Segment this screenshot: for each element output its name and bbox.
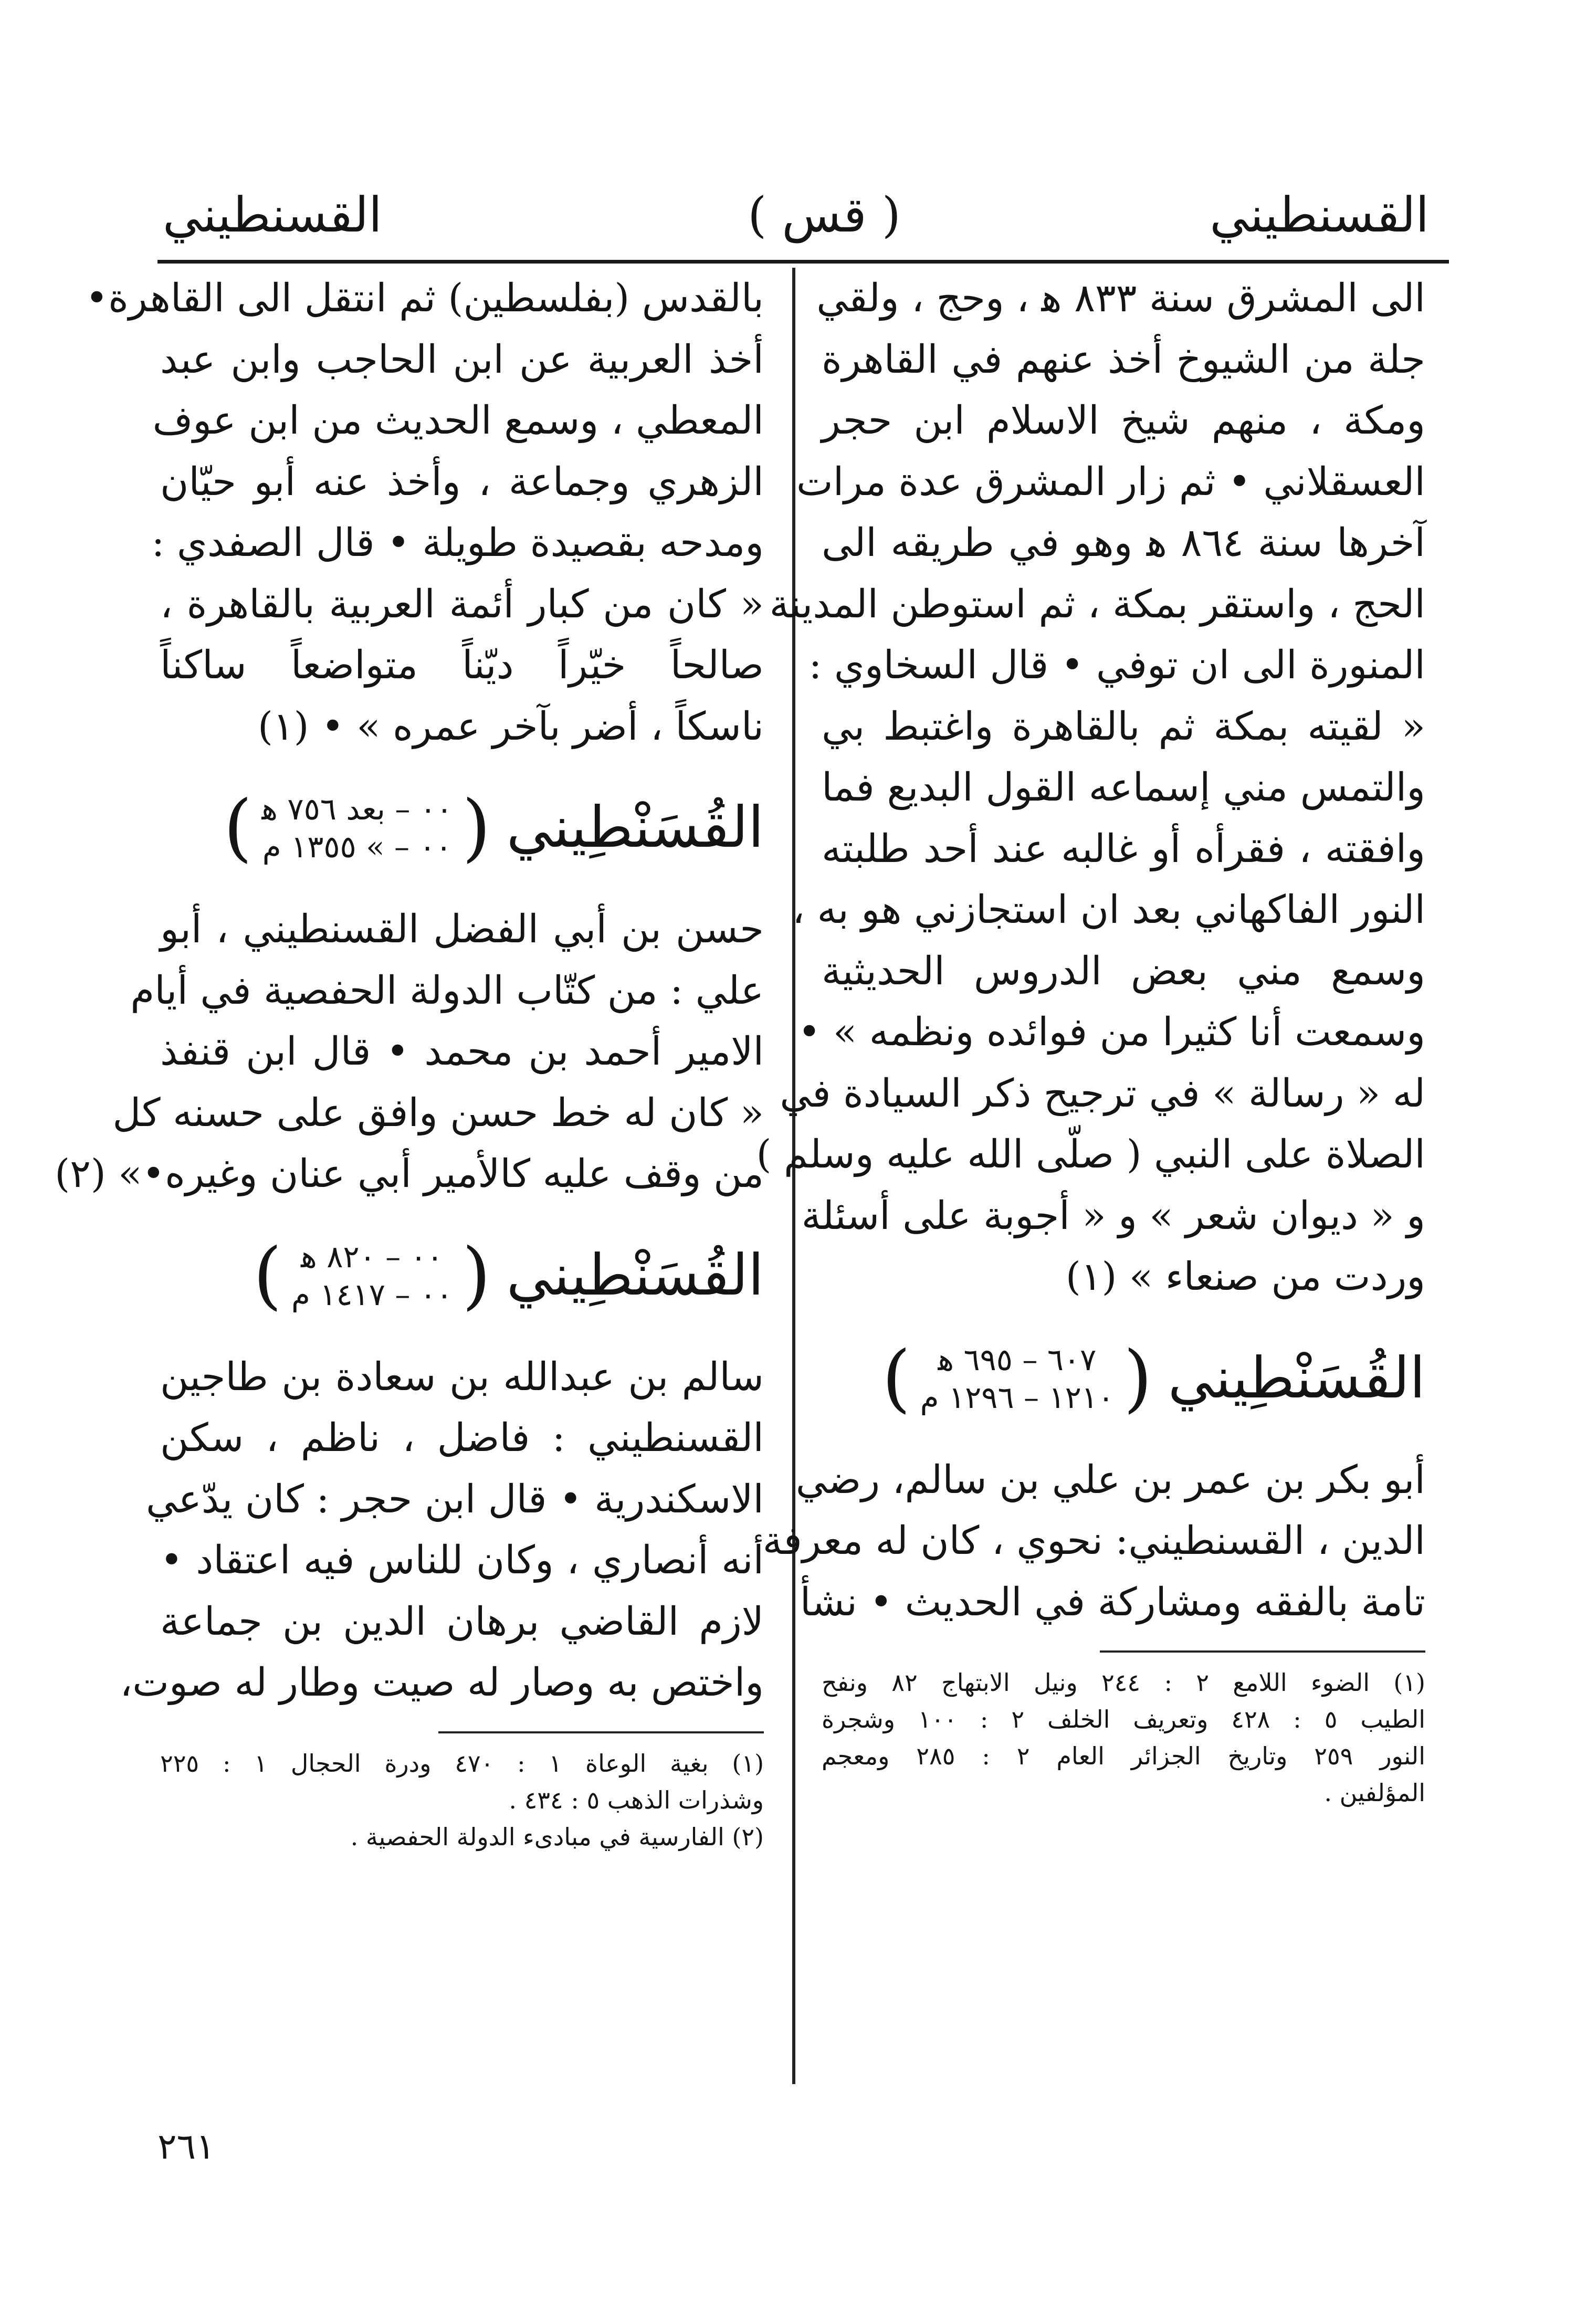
- text-line: له « رسالة » في ترجيح ذكر السيادة في: [780, 1070, 1425, 1116]
- date-hijri: ٦٠٧ – ٦٩٥ ﻫ: [938, 1341, 1097, 1377]
- text-line: صالحاً خيّراً ديّناً متواضعاً ساكناً: [160, 643, 764, 688]
- text-line: وردت من صنعاء » (١): [1065, 1254, 1425, 1299]
- text-line: أنه أنصاري ، وكان للناس فيه اعتقاد •: [160, 1538, 764, 1583]
- entry-dates: [882, 1335, 1152, 1421]
- text-line: وسمع مني بعض الدروس الحديثية: [822, 948, 1425, 994]
- entry-body: [55, 899, 764, 1205]
- right-column: [756, 268, 1425, 1811]
- text-line: « لقيته بمكة ثم بالقاهرة واغتبط بي: [822, 703, 1425, 749]
- text-line: بالقدس (بفلسطين) ثم انتقل الى القاهرة•: [85, 276, 764, 321]
- text-line: « كان له خط حسن وافق على حسنه كل: [112, 1090, 764, 1135]
- paren-open: (: [462, 1232, 491, 1318]
- text-line: النور الفاكهاني بعد ان استجازني هو به ،: [792, 887, 1425, 932]
- footnote-line: (١) الضوء اللامع ٢ : ٢٤٤ ونيل الابتهاج ٨٢ ونفح: [822, 1668, 1425, 1697]
- entry-heading: [822, 1308, 1425, 1449]
- text-line: واختص به وصار له صيت وطار له صوت،: [120, 1660, 764, 1705]
- text-line: ناسكاً ، أضر بآخر عمره » • (١): [258, 703, 764, 749]
- footnote-line: (٢) الفارسية في مبادىء الدولة الحفصية .: [350, 1822, 764, 1851]
- text-line: الزهري وجماعة ، وأخذ عنه أبو حيّان: [160, 459, 764, 504]
- running-header-right: القسنطيني: [1210, 187, 1429, 243]
- date-gregorian: ٠٠ – » ١٣٥٥ م: [262, 829, 452, 865]
- footnote-line: النور ٢٥٩ وتاريخ الجزائر العام ٢ : ٢٨٥ ومعجم: [822, 1742, 1425, 1770]
- text-line: الى المشرق سنة ٨٣٣ ﻫ ، وحج ، ولقي: [816, 276, 1425, 321]
- footnote-line: المؤلفين .: [1324, 1779, 1425, 1807]
- text-line: العسقلاني • ثم زار المشرق عدة مرات: [796, 459, 1425, 504]
- date-gregorian: ٠٠ – ١٤١٧ م: [291, 1276, 453, 1312]
- text-line: الصلاة على النبي ( صلّى الله عليه وسلم ): [756, 1132, 1425, 1177]
- date-gregorian: ١٢١٠ – ١٢٩٦ م: [920, 1379, 1115, 1415]
- paren-open: (: [462, 785, 491, 870]
- text-line: وسمعت أنا كثيرا من فوائده ونظمه » •: [797, 1009, 1425, 1055]
- text-line: المعطي ، وسمع الحديث من ابن عوف: [152, 398, 764, 443]
- text-line: الامير أحمد بن محمد • قال ابن قنفذ: [160, 1029, 764, 1074]
- footnote-rule: [1100, 1650, 1425, 1653]
- text-line: « كان من كبار أئمة العربية بالقاهرة ،: [160, 581, 764, 627]
- footnotes: [822, 1664, 1425, 1811]
- entry-continuation: [85, 268, 764, 757]
- footnote-line: وشذرات الذهب ٥ : ٤٣٤ .: [509, 1785, 764, 1814]
- date-hijri: ٠٠ – ٨٢٠ ﻫ: [301, 1238, 443, 1275]
- text-line: أبو بكر بن عمر بن علي بن سالم، رضي: [795, 1457, 1425, 1502]
- entry-heading: [160, 757, 764, 899]
- entry-name: القُسَنْطِيني: [506, 795, 764, 860]
- text-line: الاسكندرية • قال ابن حجر : كان يدّعي: [146, 1476, 764, 1522]
- text-line: الدين ، القسنطيني: نحوي ، كان له معرفة: [762, 1518, 1425, 1563]
- entry-heading: [160, 1205, 764, 1347]
- text-line: أخذ العربية عن ابن الحاجب وابن عبد: [160, 336, 764, 382]
- text-line: القسنطيني : فاضل ، ناظم ، سكن: [160, 1415, 764, 1460]
- entry-dates: [253, 1232, 491, 1318]
- text-line: آخرها سنة ٨٦٤ ﻫ وهو في طريقه الى: [822, 520, 1425, 565]
- running-header-center: ( قس ): [748, 187, 901, 243]
- entry-dates: [223, 785, 491, 870]
- text-line: ومكة ، منهم شيخ الاسلام ابن حجر: [822, 398, 1425, 443]
- footnote-line: (١) بغية الوعاة ١ : ٤٧٠ ودرة الحجال ١ : ٢٢٥: [160, 1749, 764, 1778]
- text-line: علي : من كتّاب الدولة الحفصية في أيام: [130, 968, 764, 1013]
- text-line: الحج ، واستقر بمكة ، ثم استوطن المدينة: [769, 581, 1425, 627]
- entry-name: القُسَنْطِيني: [1168, 1345, 1425, 1411]
- paren-close: ): [882, 1335, 911, 1421]
- entry-body: [762, 1449, 1425, 1633]
- text-line: سالم بن عبدالله بن سعادة بن طاجين: [160, 1354, 764, 1400]
- text-line: جلة من الشيوخ أخذ عنهم في القاهرة: [822, 336, 1425, 382]
- footnotes: [160, 1745, 764, 1855]
- text-line: ومدحه بقصيدة طويلة • قال الصفدي :: [151, 520, 764, 565]
- footnote-line: الطيب ٥ : ٤٢٨ وتعريف الخلف ٢ : ١٠٠ وشجرة: [822, 1705, 1425, 1733]
- running-header-left: القسنطيني: [163, 187, 382, 243]
- text-line: و « ديوان شعر » و « أجوبة على أسئلة: [801, 1193, 1425, 1238]
- text-line: من وقف عليه كالأمير أبي عنان وغيره•» (٢): [55, 1151, 764, 1196]
- paren-close: ): [223, 785, 253, 870]
- entry-body: [120, 1347, 764, 1713]
- paren-close: ): [253, 1232, 282, 1318]
- text-line: حسن بن أبي الفضل القسنطيني ، أبو: [160, 907, 764, 952]
- text-line: المنورة الى ان توفي • قال السخاوي :: [808, 643, 1425, 688]
- text-line: والتمس مني إسماعه القول البديع فما: [822, 765, 1425, 810]
- footnote-rule: [438, 1731, 764, 1733]
- paren-open: (: [1123, 1335, 1152, 1421]
- text-line: لازم القاضي برهان الدين بن جماعة: [160, 1599, 764, 1644]
- date-hijri: ٠٠ – بعد ٧٥٦ ﻫ: [261, 791, 453, 827]
- header-rule: [157, 260, 1449, 264]
- left-column: [55, 268, 764, 1855]
- entry-continuation: [756, 268, 1425, 1308]
- text-line: وافقته ، فقرأه أو غالبه عند أحد طلبته: [822, 826, 1425, 871]
- page-number: ٢٦١: [157, 2126, 215, 2168]
- entry-name: القُسَنْطِيني: [506, 1242, 764, 1308]
- text-line: تامة بالفقه ومشاركة في الحديث • نشأ: [800, 1579, 1425, 1625]
